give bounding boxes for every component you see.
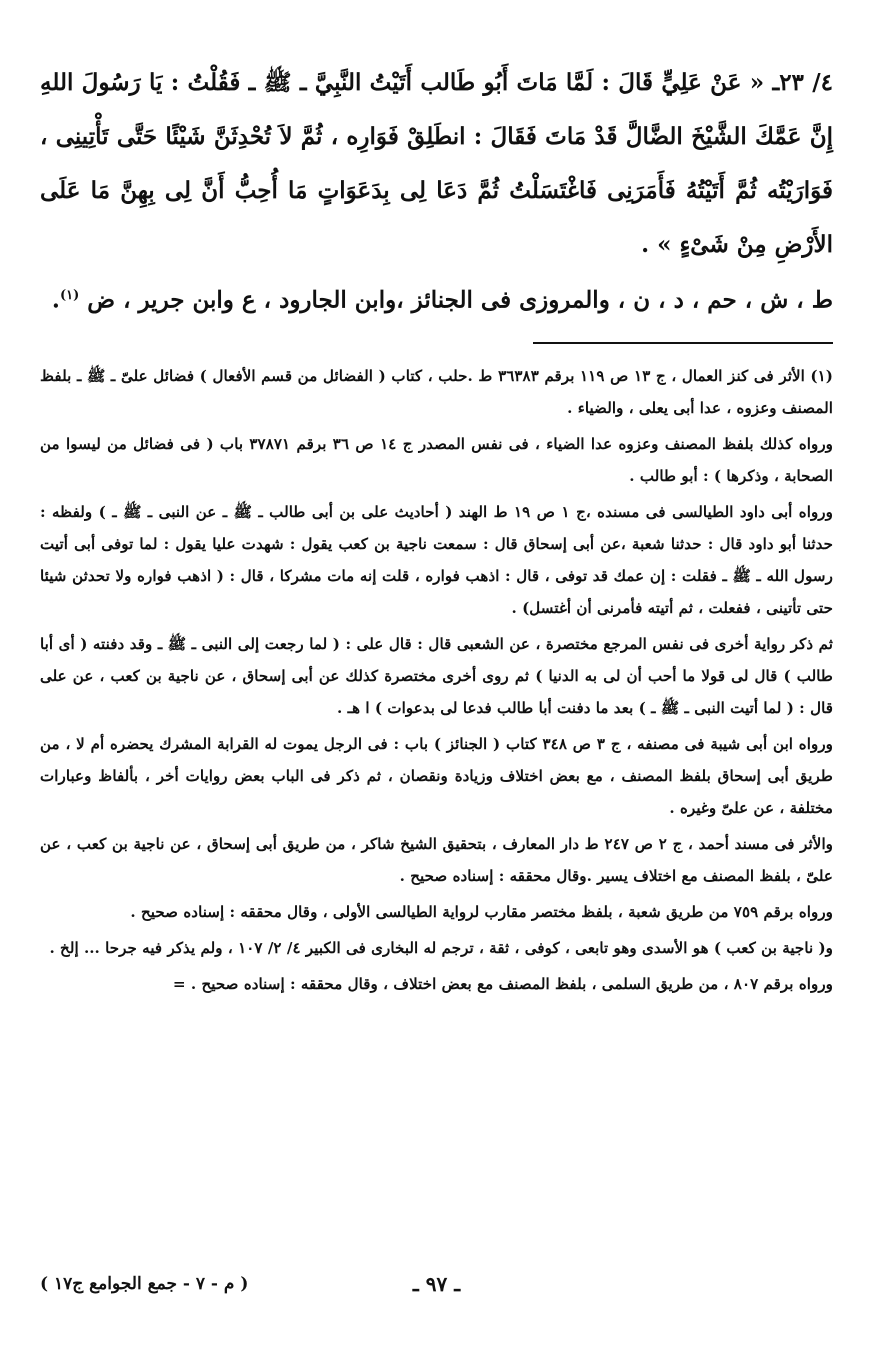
footnote-paragraph: ورواه كذلك بلفظ المصنف وعزوه عدا الضياء ، فى نفس المصدر ج ١٤ ص ٣٦ برقم ٣٧٨٧١ باب ( فى فضائل من ليسوا من الصحابة ، وذكرها ) : أبو طالب . (40, 435, 833, 485)
footnote-separator (533, 342, 833, 344)
footnote-paragraph: و( ناجية بن كعب ) هو الأسدى وهو تابعى ، كوفى ، ثقة ، ترجم له البخارى فى الكبير ٤/ ٢/ ١٠٧ ، ولم يذكر فيه جرحا ... إلخ . (49, 939, 833, 957)
footnote-paragraph: (١) الأثر فى كنز العمال ، ج ١٣ ص ١١٩ برقم ٣٦٣٨٣ ط .حلب ، كتاب ( الفضائل من قسم الأفعال ) فضائل علىّ ـ ﷺ ـ بلفظ المصنف وعزوه ، عدا أبى يعلى ، والضياء . (40, 367, 833, 417)
footnote-paragraph: ثم ذكر رواية أخرى فى نفس المرجع مختصرة ، عن الشعبى قال : قال على : ( لما رجعت إلى النبى ـ ﷺ ـ وقد دفنته ( أى أبا طالب ) قال لى قولا ما أحب أن لى به الدنيا ) ثم روى أخرى مختصرة كذلك عن أبى إسحاق ، عن ناجية بن كعب ، عن على قال : ( لما أتيت النبى ـ ﷺ ـ ) بعد ما دفنت أبا طالب فدعا لى بدعوات ) ا هـ . (40, 635, 833, 717)
footnote-paragraph: ورواه أبى داود الطيالسى فى مسنده ،ج ١ ص ١٩ ط الهند ( أحاديث على بن أبى طالب ـ ﷺ ـ عن النبى ـ ﷺ ـ ) ولفظه : حدثنا أبو داود قال : حدثنا شعبة ،عن أبى إسحاق قال : سمعت ناجية بن كعب يقول : شهدت عليا يقول : لما توفى أبى أتيت رسول الله ـ ﷺ ـ فقلت : إن عمك قد توفى ، قال : اذهب فواره ، قلت إنه مات مشركا ، قال : ( اذهب فواره ولا تحدثن شيئا حتى تأتينى ، ففعلت ، ثم أتيته فأمرنى أن أغتسل) . (40, 503, 833, 617)
footnotes-block (40, 360, 833, 1004)
footnote-paragraph: والأثر فى مسند أحمد ، ج ٢ ص ٢٤٧ ط دار المعارف ، بتحقيق الشيخ شاكر ، من طريق أبى إسحاق ، عن ناجية بن كعب ، عن علىّ ، بلفظ المصنف مع اختلاف يسير .وقال محققه : إسناده صحيح . (40, 835, 833, 885)
hadith-sources: ط ، ش ، حم ، د ، ن ، والمروزى فى الجنائز ،وابن الجارود ، ع وابن جرير ، ض $^{(١)}$. (51, 286, 833, 314)
hadith-block (40, 56, 833, 325)
footnote-paragraph: ورواه برقم ٨٠٧ ، من طريق السلمى ، بلفظ المصنف مع بعض اختلاف ، وقال محققه : إسناده صحيح . = (172, 975, 833, 993)
printer-signature: ( م - ٧ - جمع الجوامع ج١٧ ) (40, 1274, 249, 1294)
hadith-text: ٤/ ٢٣ـ « عَنْ عَلِيٍّ قَالَ : لَمَّا مَاتَ أَبُو طَالب أَتَيْتُ النَّبِيَّ ـ ﷺ ـ فَقُلْتُ : يَا رَسُولَ اللهِ إِنَّ عَمَّكَ الشَّيْخَ الضَّالَّ قَدْ مَاتَ فَقَالَ : انطَلِقْ فَوَارِه ، ثُمَّ لاَ تُحْدِثَنَّ شَيْئًا حَتَّى تَأْتِينِى ، فَوَارَيْتُه ثُمَّ أَتَيْتُهُ فَأَمَرَنِى فَاغْتَسَلْتُ ثُمَّ دَعَا لِى بِدَعَوَاتٍ مَا أُحِبُّ أَنَّ لِى بِهِنَّ مَا عَلَى الأَرْضِ مِنْ شَىْءٍ » . (40, 69, 833, 258)
page-number: ـ ٩٧ ـ (412, 1272, 461, 1296)
sources-text: ط ، ش ، حم ، د ، ن ، والمروزى فى الجنائز ،وابن الجارود ، ع وابن جرير ، ض (87, 286, 833, 314)
footnote-paragraph: ورواه ابن أبى شيبة فى مصنفه ، ج ٣ ص ٣٤٨ كتاب ( الجنائز ) باب : فى الرجل يموت له القرابة المشرك يحضره أم لا ، من طريق أبى إسحاق بلفظ المصنف ، مع بعض اختلاف وزيادة ونقصان ، ثم ذكر فى الباب بعض روايات أخر ، بألفاظ وعبارات مختلفة ، عن علىّ وغيره . (40, 735, 833, 817)
footnote-paragraph: ورواه برقم ٧٥٩ من طريق شعبة ، بلفظ مختصر مقارب لرواية الطيالسى الأولى ، وقال محققه : إسناده صحيح . (130, 903, 833, 921)
footnote-marker: (١) (59, 288, 80, 303)
